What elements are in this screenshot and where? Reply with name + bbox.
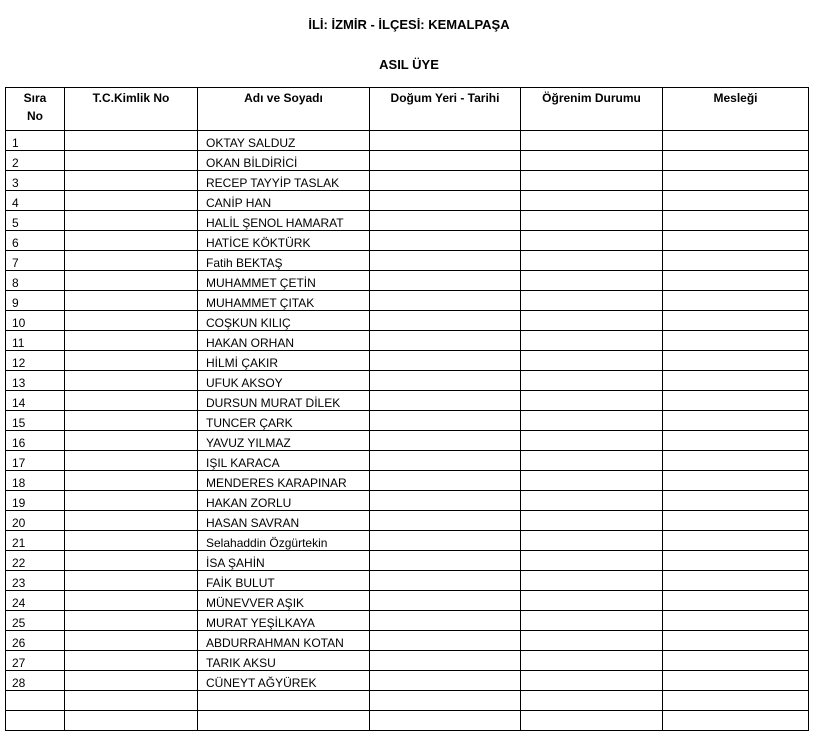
name-cell: MUHAMMET ÇETİN: [198, 271, 370, 291]
occupation-cell: [663, 431, 809, 451]
occupation-cell: [663, 391, 809, 411]
empty-cell: [6, 691, 65, 711]
tc-kimlik-cell: [65, 631, 198, 651]
row-number: 27: [6, 651, 65, 671]
occupation-cell: [663, 291, 809, 311]
column-header-ogrenim-durumu: Öğrenim Durumu: [521, 88, 663, 131]
table-row-empty: [6, 711, 809, 731]
table-row: [6, 231, 809, 251]
tc-kimlik-cell: [65, 511, 198, 531]
row-number: 14: [6, 391, 65, 411]
birth-cell: [370, 191, 521, 211]
education-cell: [521, 371, 663, 391]
tc-kimlik-cell: [65, 251, 198, 271]
education-cell: [521, 431, 663, 451]
row-number: 5: [6, 211, 65, 231]
occupation-cell: [663, 211, 809, 231]
tc-kimlik-cell: [65, 611, 198, 631]
column-header-dogum-yeri-tarihi: Doğum Yeri - Tarihi: [370, 88, 521, 131]
occupation-cell: [663, 311, 809, 331]
table-row: [6, 211, 809, 231]
tc-kimlik-cell: [65, 491, 198, 511]
tc-kimlik-cell: [65, 471, 198, 491]
row-number: 22: [6, 551, 65, 571]
name-cell: İSA ŞAHİN: [198, 551, 370, 571]
tc-kimlik-cell: [65, 231, 198, 251]
birth-cell: [370, 271, 521, 291]
table-row: [6, 511, 809, 531]
table-row: [6, 591, 809, 611]
birth-cell: [370, 651, 521, 671]
table-row: [6, 411, 809, 431]
empty-cell: [370, 711, 521, 731]
empty-cell: [663, 711, 809, 731]
occupation-cell: [663, 331, 809, 351]
occupation-cell: [663, 411, 809, 431]
empty-cell: [521, 711, 663, 731]
education-cell: [521, 671, 663, 691]
row-number: 12: [6, 351, 65, 371]
name-cell: Fatih BEKTAŞ: [198, 251, 370, 271]
table-row: [6, 351, 809, 371]
occupation-cell: [663, 191, 809, 211]
birth-cell: [370, 631, 521, 651]
occupation-cell: [663, 571, 809, 591]
education-cell: [521, 231, 663, 251]
table-row: [6, 251, 809, 271]
occupation-cell: [663, 131, 809, 151]
name-cell: HAKAN ZORLU: [198, 491, 370, 511]
occupation-cell: [663, 611, 809, 631]
occupation-cell: [663, 631, 809, 651]
education-cell: [521, 611, 663, 631]
education-cell: [521, 471, 663, 491]
occupation-cell: [663, 371, 809, 391]
name-cell: MÜNEVVER AŞIK: [198, 591, 370, 611]
occupation-cell: [663, 551, 809, 571]
birth-cell: [370, 451, 521, 471]
birth-cell: [370, 531, 521, 551]
name-cell: MENDERES KARAPINAR: [198, 471, 370, 491]
row-number: 21: [6, 531, 65, 551]
table-row: [6, 191, 809, 211]
education-cell: [521, 491, 663, 511]
table-row: [6, 551, 809, 571]
name-cell: HİLMİ ÇAKIR: [198, 351, 370, 371]
row-number: 15: [6, 411, 65, 431]
table-row: [6, 371, 809, 391]
name-cell: RECEP TAYYİP TASLAK: [198, 171, 370, 191]
table-row-empty: [6, 691, 809, 711]
table-row: [6, 451, 809, 471]
name-cell: HASAN SAVRAN: [198, 511, 370, 531]
empty-cell: [663, 691, 809, 711]
empty-cell: [198, 711, 370, 731]
occupation-cell: [663, 271, 809, 291]
occupation-cell: [663, 351, 809, 371]
education-cell: [521, 211, 663, 231]
tc-kimlik-cell: [65, 431, 198, 451]
birth-cell: [370, 131, 521, 151]
birth-cell: [370, 591, 521, 611]
education-cell: [521, 411, 663, 431]
birth-cell: [370, 411, 521, 431]
tc-kimlik-cell: [65, 191, 198, 211]
name-cell: ABDURRAHMAN KOTAN: [198, 631, 370, 651]
education-cell: [521, 391, 663, 411]
education-cell: [521, 311, 663, 331]
table-row: [6, 631, 809, 651]
table-row: [6, 331, 809, 351]
occupation-cell: [663, 671, 809, 691]
tc-kimlik-cell: [65, 551, 198, 571]
birth-cell: [370, 311, 521, 331]
education-cell: [521, 251, 663, 271]
row-number: 8: [6, 271, 65, 291]
empty-cell: [65, 691, 198, 711]
table-row: [6, 311, 809, 331]
empty-cell: [6, 711, 65, 731]
education-cell: [521, 291, 663, 311]
name-cell: IŞIL KARACA: [198, 451, 370, 471]
table-row: [6, 531, 809, 551]
empty-cell: [521, 691, 663, 711]
birth-cell: [370, 371, 521, 391]
tc-kimlik-cell: [65, 171, 198, 191]
birth-cell: [370, 611, 521, 631]
tc-kimlik-cell: [65, 131, 198, 151]
table-row: [6, 431, 809, 451]
occupation-cell: [663, 451, 809, 471]
tc-kimlik-cell: [65, 371, 198, 391]
tc-kimlik-cell: [65, 671, 198, 691]
tc-kimlik-cell: [65, 391, 198, 411]
education-cell: [521, 331, 663, 351]
tc-kimlik-cell: [65, 451, 198, 471]
table-row: [6, 391, 809, 411]
name-cell: MURAT YEŞİLKAYA: [198, 611, 370, 631]
name-cell: OKTAY SALDUZ: [198, 131, 370, 151]
empty-cell: [65, 711, 198, 731]
name-cell: CANİP HAN: [198, 191, 370, 211]
column-header-meslegi: Mesleği: [663, 88, 809, 131]
birth-cell: [370, 351, 521, 371]
row-number: 16: [6, 431, 65, 451]
birth-cell: [370, 171, 521, 191]
table-header-row: [6, 88, 809, 131]
row-number: 2: [6, 151, 65, 171]
row-number: 13: [6, 371, 65, 391]
tc-kimlik-cell: [65, 351, 198, 371]
column-header-sira-no: Sıra No: [6, 88, 65, 131]
tc-kimlik-cell: [65, 211, 198, 231]
name-cell: UFUK AKSOY: [198, 371, 370, 391]
birth-cell: [370, 431, 521, 451]
name-cell: HAKAN ORHAN: [198, 331, 370, 351]
occupation-cell: [663, 591, 809, 611]
education-cell: [521, 451, 663, 471]
table-row: [6, 491, 809, 511]
education-cell: [521, 191, 663, 211]
education-cell: [521, 531, 663, 551]
education-cell: [521, 551, 663, 571]
education-cell: [521, 631, 663, 651]
tc-kimlik-cell: [65, 291, 198, 311]
name-cell: OKAN BİLDİRİCİ: [198, 151, 370, 171]
row-number: 20: [6, 511, 65, 531]
name-cell: YAVUZ YILMAZ: [198, 431, 370, 451]
row-number: 9: [6, 291, 65, 311]
education-cell: [521, 351, 663, 371]
name-cell: TARIK AKSU: [198, 651, 370, 671]
table-row: [6, 171, 809, 191]
tc-kimlik-cell: [65, 651, 198, 671]
row-number: 26: [6, 631, 65, 651]
table-row: [6, 151, 809, 171]
empty-cell: [370, 691, 521, 711]
occupation-cell: [663, 651, 809, 671]
location-title: İLİ: İZMİR - İLÇESİ: KEMALPAŞA: [308, 17, 510, 32]
row-number: 4: [6, 191, 65, 211]
education-cell: [521, 271, 663, 291]
tc-kimlik-cell: [65, 571, 198, 591]
occupation-cell: [663, 511, 809, 531]
name-cell: FAİK BULUT: [198, 571, 370, 591]
occupation-cell: [663, 151, 809, 171]
name-cell: Selahaddin Özgürtekin: [198, 531, 370, 551]
row-number: 3: [6, 171, 65, 191]
name-cell: TUNCER ÇARK: [198, 411, 370, 431]
birth-cell: [370, 551, 521, 571]
row-number: 18: [6, 471, 65, 491]
table-row: [6, 271, 809, 291]
name-cell: MUHAMMET ÇITAK: [198, 291, 370, 311]
row-number: 19: [6, 491, 65, 511]
education-cell: [521, 651, 663, 671]
occupation-cell: [663, 231, 809, 251]
table-row: [6, 291, 809, 311]
birth-cell: [370, 291, 521, 311]
birth-cell: [370, 671, 521, 691]
tc-kimlik-cell: [65, 311, 198, 331]
row-number: 10: [6, 311, 65, 331]
birth-cell: [370, 231, 521, 251]
tc-kimlik-cell: [65, 591, 198, 611]
name-cell: HATİCE KÖKTÜRK: [198, 231, 370, 251]
occupation-cell: [663, 471, 809, 491]
tc-kimlik-cell: [65, 271, 198, 291]
section-title: ASIL ÜYE: [379, 57, 439, 72]
tc-kimlik-cell: [65, 531, 198, 551]
table-row: [6, 611, 809, 631]
birth-cell: [370, 331, 521, 351]
name-cell: DURSUN MURAT DİLEK: [198, 391, 370, 411]
name-cell: HALİL ŞENOL HAMARAT: [198, 211, 370, 231]
birth-cell: [370, 251, 521, 271]
row-number: 17: [6, 451, 65, 471]
member-table: [5, 87, 809, 731]
birth-cell: [370, 151, 521, 171]
occupation-cell: [663, 171, 809, 191]
column-header-adi-soyadi: Adı ve Soyadı: [198, 88, 370, 131]
education-cell: [521, 171, 663, 191]
row-number: 7: [6, 251, 65, 271]
tc-kimlik-cell: [65, 411, 198, 431]
education-cell: [521, 511, 663, 531]
occupation-cell: [663, 491, 809, 511]
row-number: 6: [6, 231, 65, 251]
row-number: 11: [6, 331, 65, 351]
birth-cell: [370, 211, 521, 231]
name-cell: CÜNEYT AĞYÜREK: [198, 671, 370, 691]
table-row: [6, 571, 809, 591]
occupation-cell: [663, 251, 809, 271]
education-cell: [521, 591, 663, 611]
table-row: [6, 471, 809, 491]
table-row: [6, 131, 809, 151]
birth-cell: [370, 571, 521, 591]
name-cell: COŞKUN KILIÇ: [198, 311, 370, 331]
birth-cell: [370, 471, 521, 491]
row-number: 28: [6, 671, 65, 691]
birth-cell: [370, 511, 521, 531]
education-cell: [521, 131, 663, 151]
row-number: 23: [6, 571, 65, 591]
birth-cell: [370, 491, 521, 511]
row-number: 24: [6, 591, 65, 611]
education-cell: [521, 151, 663, 171]
tc-kimlik-cell: [65, 151, 198, 171]
tc-kimlik-cell: [65, 331, 198, 351]
table-row: [6, 671, 809, 691]
education-cell: [521, 571, 663, 591]
table-row: [6, 651, 809, 671]
birth-cell: [370, 391, 521, 411]
row-number: 1: [6, 131, 65, 151]
occupation-cell: [663, 531, 809, 551]
row-number: 25: [6, 611, 65, 631]
empty-cell: [198, 691, 370, 711]
column-header-tc-kimlik-no: T.C.Kimlik No: [65, 88, 198, 131]
